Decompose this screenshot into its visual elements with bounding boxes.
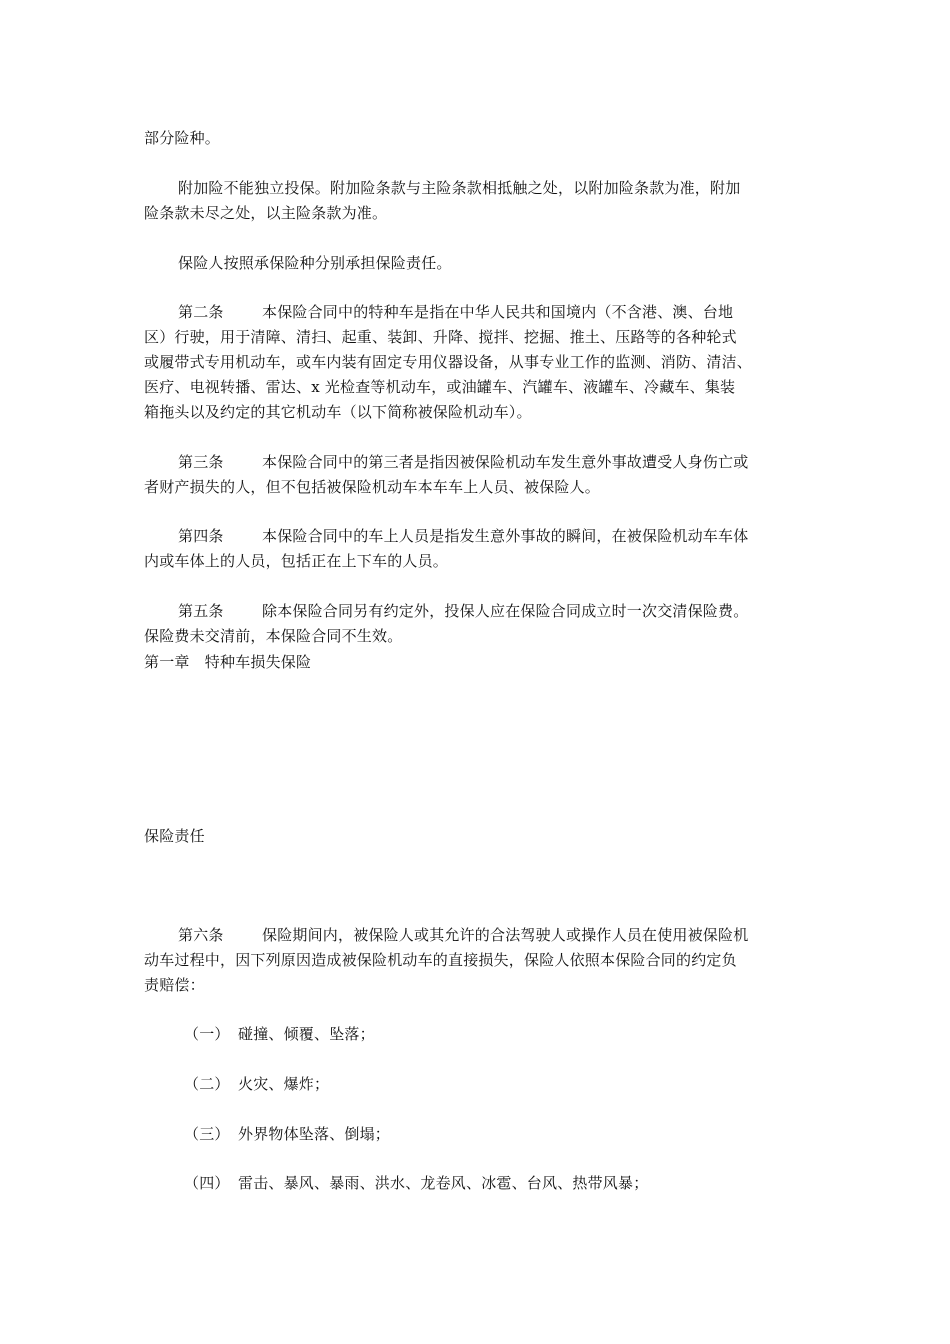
- list-item: [184, 1072, 329, 1096]
- article-6-label: 第六条: [178, 926, 224, 944]
- article-6-first-line: [178, 923, 748, 947]
- article-6-text: 保险期间内，被保险人或其允许的合法驾驶人或操作人员在使用被保险机: [262, 926, 749, 944]
- article-2-line: 或履带式专用机动车，或车内装有固定专用仪器设备，从事专业工作的监测、消防、清洁、: [144, 353, 753, 371]
- list-item: [184, 1171, 648, 1195]
- article-3-line: 者财产损失的人，但不包括被保险机动车本车车上人员、被保险人。: [144, 478, 601, 496]
- article-5-line: 保险费未交清前，本保险合同不生效。: [144, 627, 403, 645]
- list-item-text: 碰撞、倾覆、坠落；: [238, 1025, 375, 1043]
- list-item-number: （一）: [184, 1025, 230, 1043]
- article-5-text: 除本保险合同另有约定外，投保人应在保险合同成立时一次交清保险费。: [262, 602, 749, 620]
- article-4-line: 内或车体上的人员，包括正在上下车的人员。: [144, 552, 449, 570]
- article-2-text: 本保险合同中的特种车是指在中华人民共和国境内（不含港、澳、台地: [262, 303, 734, 321]
- list-item-text: 火灾、爆炸；: [238, 1075, 330, 1093]
- article-3-text: 本保险合同中的第三者是指因被保险机动车发生意外事故遭受人身伤亡或: [262, 453, 749, 471]
- article-2-line: 区）行驶，用于清障、清扫、起重、装卸、升降、搅拌、挖掘、推土、压路等的各种轮式: [144, 328, 737, 346]
- article-2-line: 医疗、电视转播、雷达、x 光检查等机动车，或油罐车、汽罐车、液罐车、冷藏车、集装: [144, 378, 736, 396]
- article-3-label: 第三条: [178, 453, 224, 471]
- paragraph-rider-line: 附加险不能独立投保。附加险条款与主险条款相抵触之处，以附加险条款为准，附加: [178, 179, 741, 197]
- article-5-label: 第五条: [178, 602, 224, 620]
- list-item-number: （二）: [184, 1075, 230, 1093]
- list-item-number: （三）: [184, 1125, 230, 1143]
- section-title: 保险责任: [144, 827, 205, 845]
- paragraph-intro: 部分险种。: [144, 129, 221, 147]
- article-4-text: 本保险合同中的车上人员是指发生意外事故的瞬间，在被保险机动车车体: [262, 527, 749, 545]
- article-2-line: 箱拖头以及约定的其它机动车（以下简称被保险机动车）。: [144, 403, 532, 421]
- list-item-text: 雷击、暴风、暴雨、洪水、龙卷风、冰雹、台风、热带风暴；: [238, 1174, 649, 1192]
- chapter-title: 第一章 特种车损失保险: [144, 653, 312, 671]
- paragraph-liability-choice: 保险人按照承保险种分别承担保险责任。: [178, 254, 452, 272]
- article-3-first-line: [178, 450, 748, 474]
- list-item-number: （四）: [184, 1174, 230, 1192]
- article-6-line: 动车过程中，因下列原因造成被保险机动车的直接损失，保险人依照本保险合同的约定负: [144, 951, 737, 969]
- article-4-label: 第四条: [178, 527, 224, 545]
- article-2-label: 第二条: [178, 303, 224, 321]
- paragraph-rider-line: 险条款未尽之处，以主险条款为准。: [144, 204, 388, 222]
- list-item-text: 外界物体坠落、倒塌；: [238, 1125, 391, 1143]
- article-2-first-line: [178, 300, 733, 324]
- article-4-first-line: [178, 524, 748, 548]
- list-item: [184, 1122, 390, 1146]
- article-6-line: 责赔偿：: [144, 976, 205, 994]
- article-5-first-line: [178, 599, 748, 623]
- list-item: [184, 1022, 375, 1046]
